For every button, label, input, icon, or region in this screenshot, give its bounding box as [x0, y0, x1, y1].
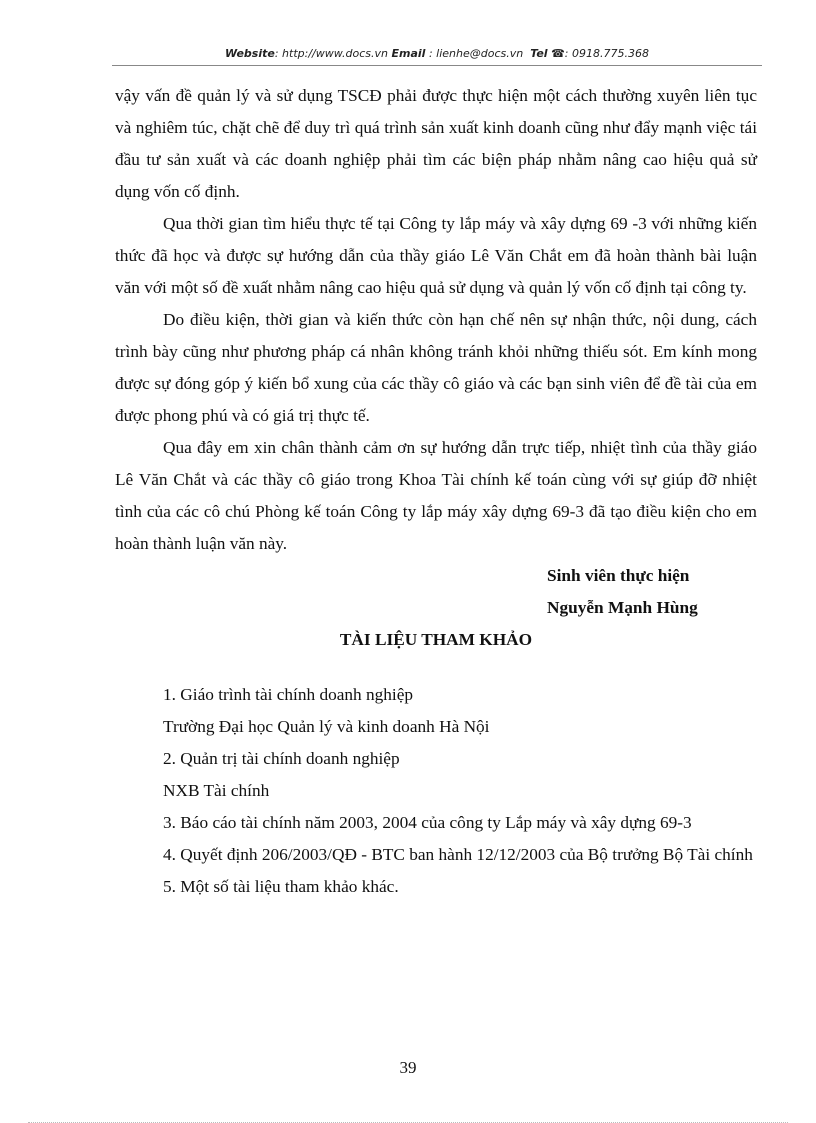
document-body — [115, 80, 757, 903]
reference-item: 1. Giáo trình tài chính doanh nghiệp — [163, 685, 414, 704]
website-value: : http://www.docs.vn — [274, 47, 389, 60]
email-label: Email — [391, 47, 426, 60]
paragraph: Qua thời gian tìm hiểu thực tế tại Công ty lắp máy và xây dựng 69 -3 với những kiến thức đã học và được sự hướng dẫn của thầy giáo Lê Văn Chắt em đã hoàn thành bài luận văn với một số đề xuất nhằm nâng cao hiệu quả sử dụng và quản lý vốn cố định tại công ty. — [115, 214, 757, 297]
email-value: : lienhe@docs.vn — [425, 47, 524, 60]
telephone-icon: ☎ — [551, 47, 565, 60]
paragraph: Do điều kiện, thời gian và kiến thức còn hạn chế nên sự nhận thức, nội dung, cách trình bày cũng như phương pháp cá nhân không tránh khỏi những thiếu sót. Em kính mong được sự đóng góp ý kiến bổ xung của các thầy cô giáo và các bạn sinh viên để đề tài của em được phong phú và có giá trị thực tế. — [115, 310, 757, 425]
references-title: TÀI LIỆU THAM KHẢO — [339, 630, 533, 649]
header-divider — [112, 65, 762, 66]
website-label: Website — [225, 47, 275, 60]
tel-value: : 0918.775.368 — [564, 47, 649, 60]
reference-item: 2. Quản trị tài chính doanh nghiệp — [163, 749, 400, 768]
signature-name: Nguyễn Mạnh Hùng — [547, 598, 698, 617]
paragraph: Qua đây em xin chân thành cảm ơn sự hướng dẫn trực tiếp, nhiệt tình của thầy giáo Lê Văn Chắt và các thầy cô giáo trong Khoa Tài chính kế toán cùng với sự giúp đỡ nhiệt tình của các cô chú Phòng kế toán Công ty lắp máy xây dựng 69-3 đã tạo điều kiện cho em hoàn thành luận văn này. — [115, 438, 757, 553]
reference-item: 4. Quyết định 206/2003/QĐ - BTC ban hành 12/12/2003 của Bộ trưởng Bộ Tài chính — [163, 845, 753, 864]
page-header — [112, 47, 762, 60]
tel-label: Tel — [530, 47, 548, 60]
reference-item: 3. Báo cáo tài chính năm 2003, 2004 của công ty Lắp máy và xây dựng 69-3 — [163, 813, 692, 832]
references-list — [115, 679, 757, 903]
reference-item: NXB Tài chính — [163, 781, 270, 800]
paragraph: vậy vấn đề quản lý và sử dụng TSCĐ phải được thực hiện một cách thường xuyên liên tục và nghiêm túc, chặt chẽ để duy trì quá trình sản xuất kinh doanh cũng như đẩy mạnh việc tái đầu tư sản xuất và các doanh nghiệp phải tìm các biện pháp nhằm nâng cao hiệu quả sử dụng vốn cố định. — [115, 86, 757, 201]
page-number: 39 — [399, 1058, 417, 1077]
signature-role: Sinh viên thực hiện — [547, 566, 690, 585]
reference-item: Trường Đại học Quản lý và kinh doanh Hà Nội — [163, 717, 490, 736]
reference-item: 5. Một số tài liệu tham khảo khác. — [163, 877, 399, 896]
